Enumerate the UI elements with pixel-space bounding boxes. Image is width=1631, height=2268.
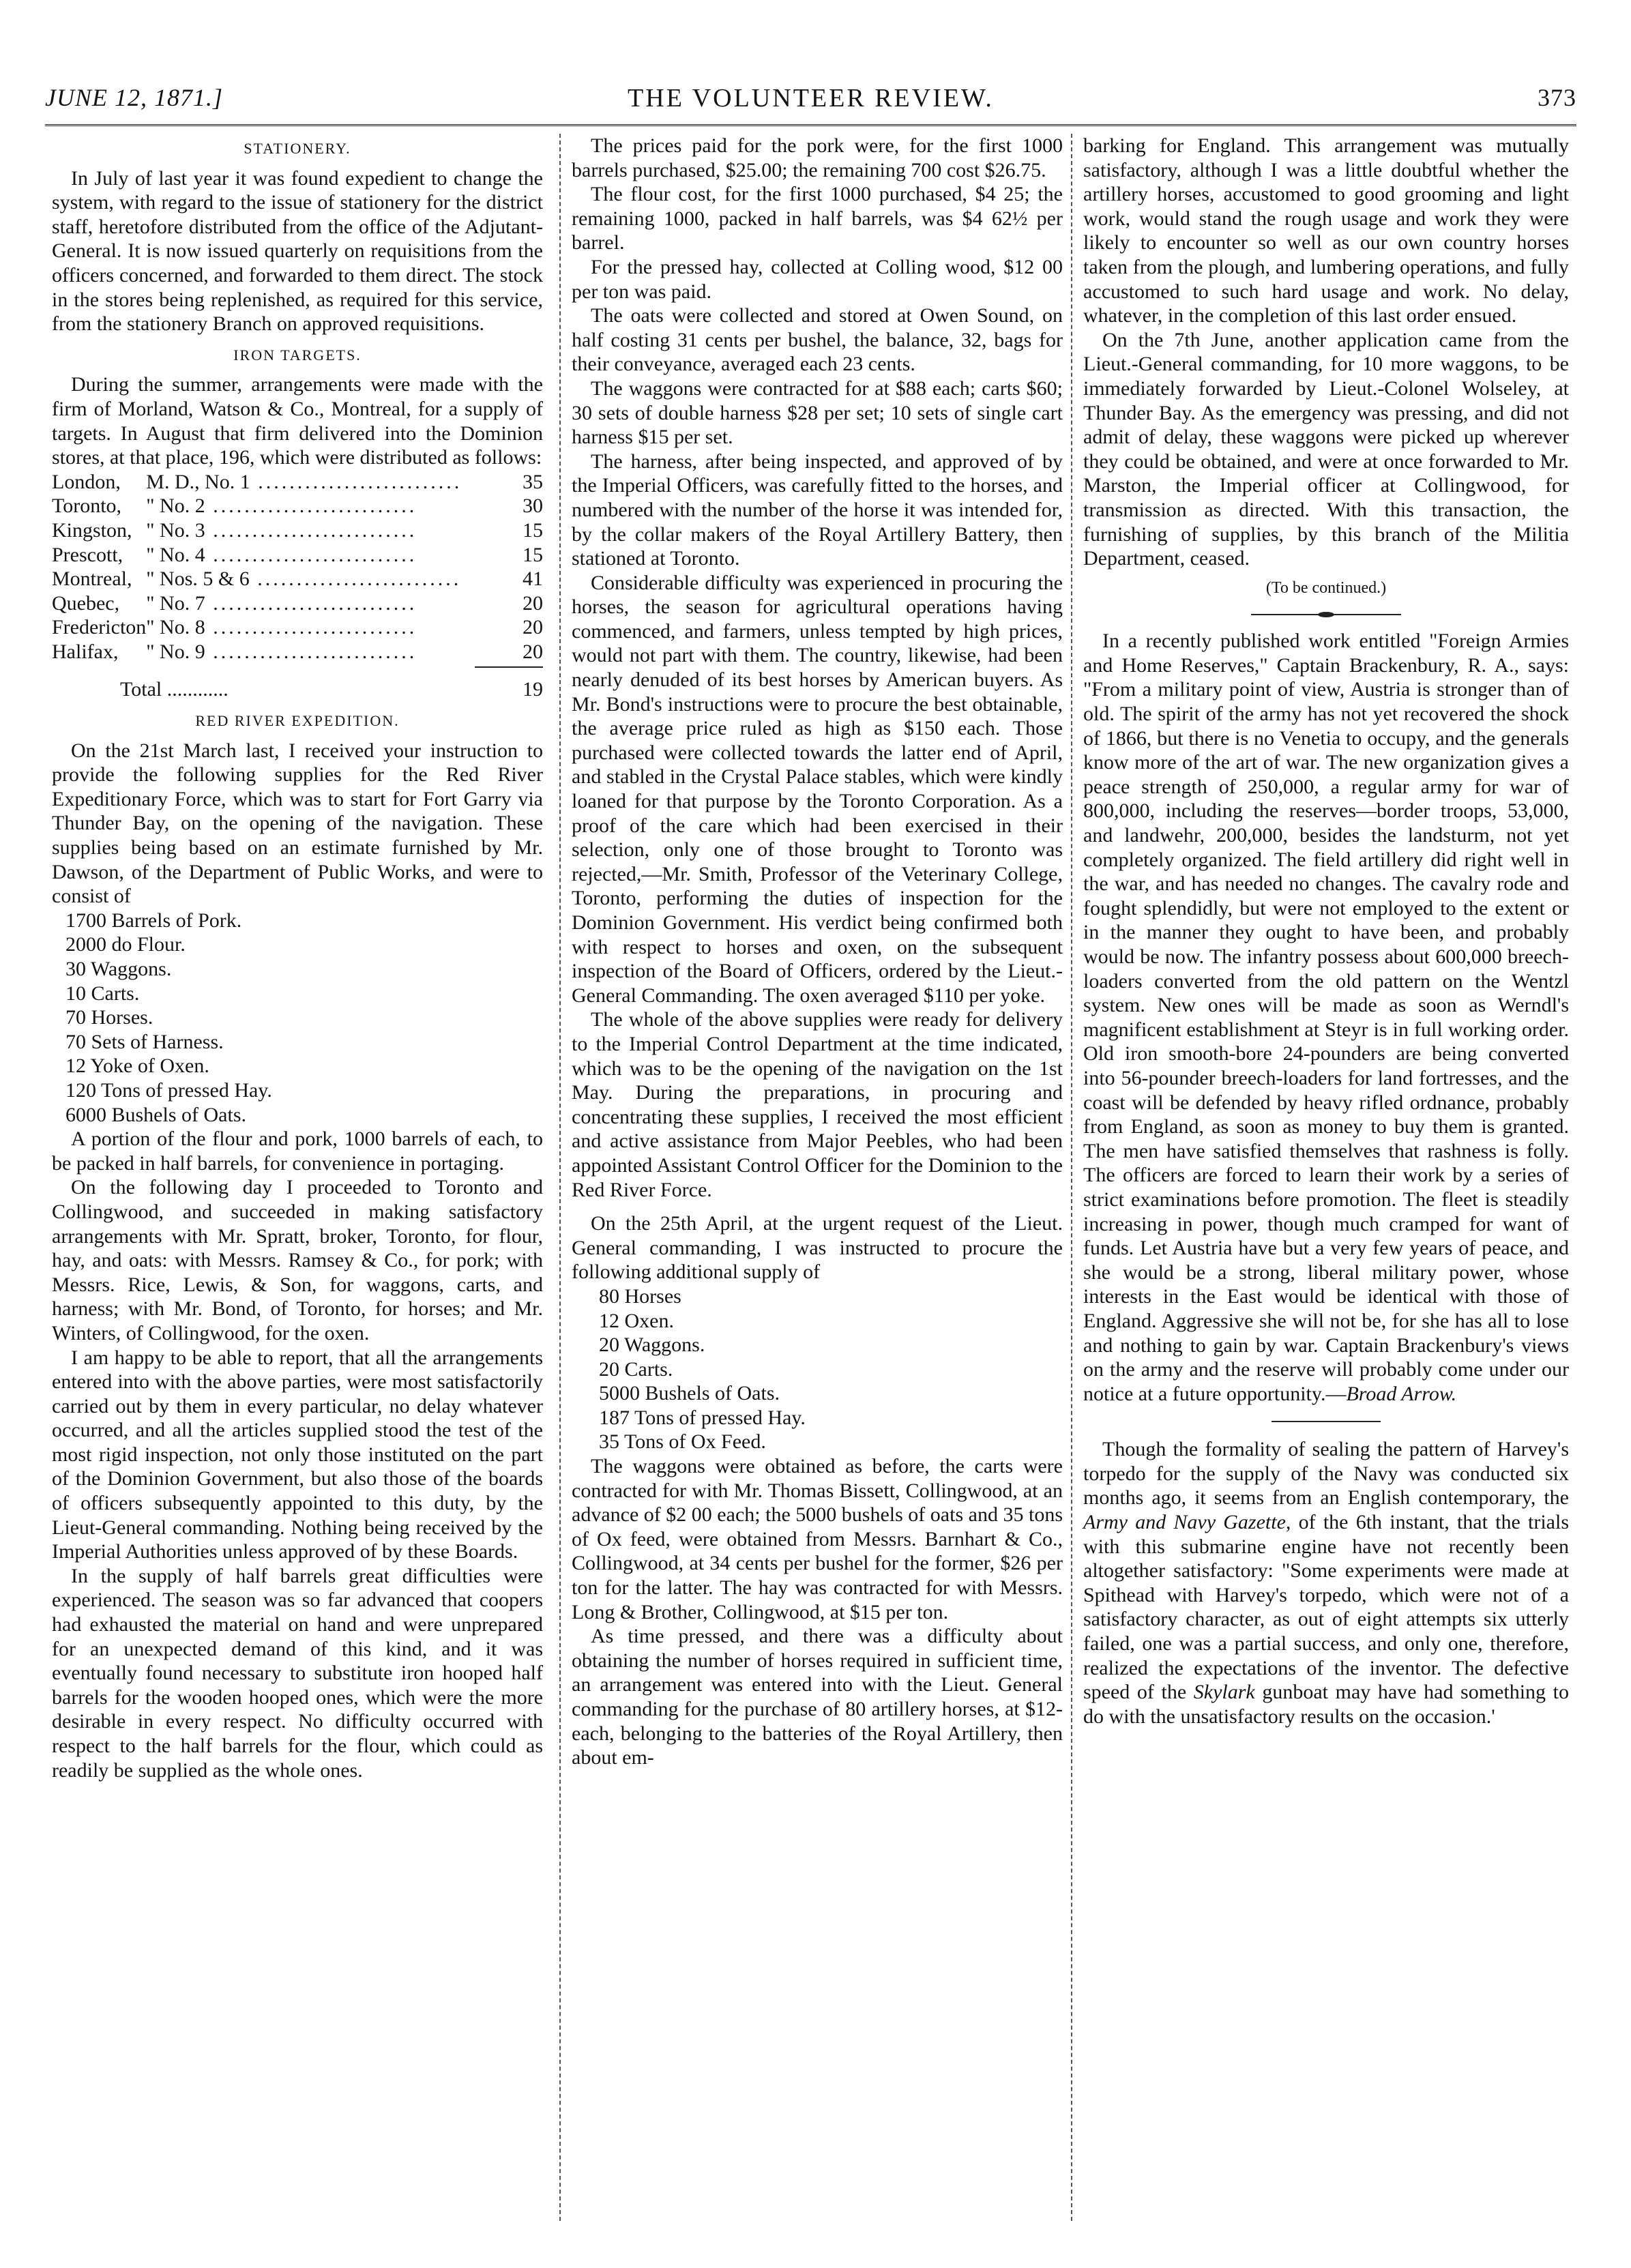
paragraph: On the 21st March last, I received your instruction to provide the following supplies for the Red River Expeditionary Force, which was to start for Fort Garry via Thunder Bay, on the opening of the navigation. These supplies being based on an estimate furnished by Mr. Dawson, of the Department of Public Works, and were to consist of bbox=[52, 739, 543, 908]
paragraph: On the following day I proceeded to Toronto and Collingwood, and succeeded in making satisfactory arrangements with Mr. Spratt, broker, Toronto, for flour, hay, and oats: with Messrs. Ramsey & Co., for pork; with Messrs. Rice, Lewis, & Son, for waggons, carts, and harness; with Mr. Bond, of Toronto, for horses; and Mr. Winters, of Collingwood, for the oxen. bbox=[52, 1176, 543, 1344]
publication-title: THE VOLUNTEER REVIEW. bbox=[628, 84, 994, 113]
paragraph: In the supply of half barrels great difficulties were experienced. The season was so far advanced that coopers had exhausted the material on hand and were unprepared for an unexpected demand of this kind, and it was eventually found necessary to substitute iron hooped half barrels for the wooden hooped ones, which were the more desirable in every respect. No difficulty occurred with respect to the half barrels for the flour, which could as readily be supplied as the whole ones. bbox=[52, 1564, 543, 1782]
column-divider bbox=[559, 134, 561, 2221]
district-cell bbox=[146, 543, 518, 568]
targets-distribution-table bbox=[52, 470, 543, 664]
list-item: 80 Horses bbox=[599, 1284, 681, 1308]
column-2 bbox=[572, 134, 1063, 1770]
page-number: 373 bbox=[1538, 84, 1576, 111]
district-cell bbox=[146, 615, 518, 640]
list-item: 187 Tons of pressed Hay. bbox=[599, 1406, 806, 1429]
total-label: Total bbox=[120, 678, 162, 701]
leader-dots: .......................... bbox=[205, 640, 417, 663]
paragraph: barking for England. This arrangement was mutually satisfactory, although I was a little doubtful whether the artillery horses, accustomed to good grooming and light work, would stand the rough usage and work they were likely to encounter so well as our own country horses taken from the plough, and lumbering operations, and fully accustomed to such hard usage and work. No delay, whatever, in the completion of this last order ensued. bbox=[1083, 134, 1569, 327]
list-item: 12 Yoke of Oxen. bbox=[65, 1055, 209, 1078]
leader-dots: .......................... bbox=[205, 495, 417, 518]
leader-dots: .......................... bbox=[205, 543, 417, 566]
district-number: " No. 8 bbox=[146, 616, 205, 639]
target-count: 15 bbox=[523, 518, 543, 542]
distribution-row bbox=[52, 494, 543, 518]
district-cell bbox=[146, 567, 518, 591]
source-citation: Broad Arrow. bbox=[1346, 1382, 1457, 1405]
district-place: Kingston, bbox=[52, 518, 132, 542]
list-item: 120 Tons of pressed Hay. bbox=[65, 1078, 272, 1102]
district-number: " No. 4 bbox=[146, 543, 205, 566]
district-place: Prescott, bbox=[52, 543, 123, 566]
continued-note: (To be continued.) bbox=[1265, 578, 1387, 597]
list-item: 5000 Bushels of Oats. bbox=[599, 1382, 780, 1405]
district-number: M. D., No. 1 bbox=[146, 470, 250, 493]
paragraph: I am happy to be able to report, that all the arrangements entered into with the above parties, were most satisfactorily carried out by them in every particular, no delay whatever occurred, and all the articles supplied stood the test of the most rigid inspection, not only those instituted on the part of the Dominion Government, but also those of the boards of officers subsequently appointed to this duty, by the Lieut-General commanding. Nothing being received by the Imperial Authorities unless approved of by these Boards. bbox=[52, 1346, 543, 1563]
section-heading-red-river: RED RIVER EXPEDITION. bbox=[195, 712, 400, 730]
list-item: 30 Waggons. bbox=[65, 958, 172, 980]
district-number: " No. 7 bbox=[146, 591, 205, 615]
list-item: 20 Carts. bbox=[599, 1357, 673, 1381]
district-place: Halifax, bbox=[52, 640, 119, 663]
paragraph: The oats were collected and stored at Owen Sound, on half costing 31 cents per bushel, the balance, 32, bags for their conveyance, averaged each 23 cents. bbox=[572, 304, 1063, 376]
district-place: Quebec, bbox=[52, 591, 120, 615]
distribution-row bbox=[52, 615, 543, 640]
district-place: Fredericton bbox=[52, 616, 147, 639]
district-place: Montreal, bbox=[52, 568, 132, 591]
target-count: 41 bbox=[523, 568, 543, 591]
section-heading-stationery: STATIONERY. bbox=[244, 140, 351, 157]
paragraph: On the 25th April, at the urgent request of the Lieut. General commanding, I was instructed to procure the following additional supply of bbox=[572, 1212, 1063, 1284]
district-cell bbox=[146, 640, 518, 664]
list-item: 35 Tons of Ox Feed. bbox=[599, 1430, 766, 1454]
paragraph: The harness, after being inspected, and approved of by the Imperial Officers, was carefully fitted to the horses, and numbered with the number of the horse it was intended for, by the collar makers of the Royal Artillery Battery, then stationed at Toronto. bbox=[572, 450, 1063, 570]
leader-dots: .......................... bbox=[249, 568, 462, 591]
distribution-row bbox=[52, 640, 543, 664]
torpedo-text-c: gunboat may have had something to do with the unsatisfactory results on the occasion.' bbox=[1083, 1681, 1569, 1728]
ship-name: Skylark bbox=[1193, 1681, 1255, 1704]
paragraph: On the 7th June, another application came from the Lieut.-General commanding, for 10 more waggons, to be immediately forwarded by Lieut.-Colonel Wolseley, at Thunder Bay. As the emergency was pressing, and did not admit of delay, these waggons were picked up wherever they could be obtained, and were at once forwarded to Mr. Marston, the Imperial officer at Collingwood, for transmission as directed. With this transaction, the furnishing of supplies, by this branch of the Militia Department, ceased. bbox=[1083, 328, 1569, 570]
list-item: 1700 Barrels of Pork. bbox=[65, 909, 242, 932]
target-count: 30 bbox=[523, 495, 543, 518]
list-item: 20 Waggons. bbox=[599, 1334, 705, 1357]
paragraph: Considerable difficulty was experienced in procuring the horses, the season for agricultural operations having commenced, and farmers, unless tempted by high prices, would not part with them. The country, likewise, had been nearly denuded of its best horses by American buyers. As Mr. Bond's instructions were to procure the best obtainable, the average price ruled as high as $150 each. Those purchased were collected towards the latter end of April, and stabled in the Crystal Palace stables, which were kindly loaned for that purpose by the Toronto Corporation. As a proof of the care which had been exercised in their selection, only one of those brought to Toronto was rejected,—Mr. Smith, Professor of the Veterinary College, Toronto, performing the duties of inspection for the Dominion Government. His verdict being confirmed both with respect to horses and oxen, on the subsequent inspection of the Board of Officers, ordered by the Lieut.-General Commanding. The oxen averaged $110 per yoke. bbox=[572, 571, 1063, 1007]
target-count: 20 bbox=[523, 640, 543, 663]
target-count: 20 bbox=[523, 591, 543, 615]
targets-total: Total ............ 19 bbox=[120, 678, 543, 701]
distribution-row bbox=[52, 470, 543, 495]
district-cell bbox=[146, 494, 518, 518]
district-number: " Nos. 5 & 6 bbox=[146, 568, 250, 591]
additional-supplies-list bbox=[572, 1284, 1063, 1454]
leader-dots: .......................... bbox=[250, 470, 462, 493]
torpedo-text-b: of the 6th instant, that the trials with this submarine engine have not recently been altogether satisfactory: "Some experiments were made at Spithead with Harvey's torpedo, which were not of a satisfactory character, as out of eight attempts six utterly failed, one was a partial success, and only one, therefore, realized the expectations of the inventor. The defective speed of the bbox=[1083, 1511, 1569, 1704]
sum-rule bbox=[475, 666, 543, 668]
paragraph bbox=[1083, 1437, 1569, 1728]
list-item: 70 Sets of Harness. bbox=[65, 1030, 224, 1053]
paragraph bbox=[1083, 629, 1569, 1406]
leader-dots: .......................... bbox=[205, 616, 417, 639]
paragraph: The flour cost, for the first 1000 purchased, $4 25; the remaining 1000, packed in half barrels, was $4 62½ per barrel. bbox=[572, 183, 1063, 254]
list-item: 70 Horses. bbox=[65, 1006, 153, 1029]
paragraph: For the pressed hay, collected at Colling wood, $12 00 per ton was paid. bbox=[572, 255, 1063, 303]
paragraph: The waggons were contracted for at $88 each; carts $60; 30 sets of double harness $28 per set; 10 sets of single cart harness $15 per set. bbox=[572, 377, 1063, 449]
list-item: 10 Carts. bbox=[65, 982, 140, 1005]
district-cell bbox=[146, 591, 518, 616]
district-place: Toronto, bbox=[52, 495, 122, 518]
paragraph: In July of last year it was found expedient to change the system, with regard to the issue of stationery for the district staff, heretofore distributed from the office of the Adjutant-General. It is now issued quarterly on requisitions from the officers concerned, and forwarded to them direct. The stock in the stores being replenished, as required for this service, from the stationery Branch on approved requisitions. bbox=[52, 166, 543, 336]
district-cell bbox=[146, 518, 518, 543]
section-heading-iron-targets: IRON TARGETS. bbox=[233, 346, 362, 364]
list-item: 2000 do Flour. bbox=[65, 933, 186, 956]
paragraph: The whole of the above supplies were ready for delivery to the Imperial Control Department at the time indicated, which was to be the opening of the navigation on the 1st May. During the preparations, in procuring and concentrating these supplies, I received the most efficient and active assistance from Major Peebles, who had been appointed Assistant Control Officer for the Dominion to the Red River Force. bbox=[572, 1008, 1063, 1201]
paragraph: During the summer, arrangements were made with the firm of Morland, Watson & Co., Montreal, for a supply of targets. In August that firm delivered into the Dominion stores, at that place, 196, which were distributed as follows: bbox=[52, 373, 543, 469]
distribution-row bbox=[52, 518, 543, 543]
distribution-row bbox=[52, 543, 543, 568]
distribution-row bbox=[52, 591, 543, 616]
total-value: 19 bbox=[523, 678, 543, 701]
leader-dots: .......................... bbox=[205, 518, 417, 542]
paragraph: The prices paid for the pork were, for the first 1000 barrels purchased, $25.00; the remaining 700 cost $26.75. bbox=[572, 134, 1063, 181]
page-header bbox=[45, 83, 1576, 119]
article-divider bbox=[1251, 614, 1401, 615]
column-1 bbox=[52, 134, 543, 1782]
column-divider bbox=[1071, 134, 1072, 2221]
target-count: 15 bbox=[523, 543, 543, 566]
issue-date: JUNE 12, 1871.] bbox=[45, 84, 223, 111]
header-rule bbox=[45, 124, 1576, 126]
target-count: 20 bbox=[523, 616, 543, 639]
district-cell bbox=[146, 470, 518, 495]
torpedo-text-a: Though the formality of sealing the pattern of Harvey's torpedo for the supply of the Navy was conducted six months ago, it seems from an English contemporary, the bbox=[1083, 1438, 1569, 1509]
list-item: 6000 Bushels of Oats. bbox=[65, 1103, 246, 1126]
supplies-list bbox=[52, 909, 543, 1127]
distribution-row bbox=[52, 567, 543, 591]
paragraph: As time pressed, and there was a difficulty about obtaining the number of horses required in sufficient time, an arrangement was entered into with the Lieut. General commanding for the purchase of 80 artillery horses, at $12- each, belonging to the batteries of the Royal Artillery, then about em- bbox=[572, 1625, 1063, 1769]
article-divider bbox=[1272, 1421, 1381, 1422]
list-item: 12 Oxen. bbox=[599, 1309, 674, 1332]
paragraph: The waggons were obtained as before, the carts were contracted for with Mr. Thomas Bissett, Collingwood, at an advance of $2 00 each; the 5000 bushels of oats and 35 tons of Ox feed, were obtained from Messrs. Barnhart & Co., Collingwood, at 34 cents per bushel for the former, $26 per ton for the latter. The hay was contracted for with Messrs. Long & Brother, Collingwood, at $15 per ton. bbox=[572, 1455, 1063, 1623]
district-number: " No. 9 bbox=[146, 640, 205, 663]
district-number: " No. 2 bbox=[146, 495, 205, 518]
target-count: 35 bbox=[523, 470, 543, 493]
paragraph: A portion of the flour and pork, 1000 barrels of each, to be packed in half barrels, for convenience in portaging. bbox=[52, 1128, 543, 1175]
leader-dots: .......................... bbox=[205, 591, 417, 615]
column-3 bbox=[1083, 134, 1569, 1728]
district-place: London, bbox=[52, 470, 121, 493]
newspaper-name: Army and Navy Gazette, bbox=[1083, 1511, 1291, 1534]
district-number: " No. 3 bbox=[146, 518, 205, 542]
armies-text: In a recently published work entitled "Foreign Armies and Home Reserves," Captain Brackenbury, R. A., says: "From a military point of view, Austria is stronger than of old. The spirit of the army has not yet recovered the shock of 1866, but there is no Venetia to occupy, and the generals know more of the art of war. The new organization gives a peace strength of 250,000, a regular army for war of 800,000, including the reserves—border troops, 53,000, and landwehr, 200,000, besides the landsturm, not yet completely organized. The field artillery did right well in the war, and has needed no changes. The cavalry rode and fought splendidly, but were not employed to the extent or in the manner they ought to have been, and probably would be now. The infantry possess about 600,000 breech-loaders converted from the old pattern on the Wentzl system. New ones will be made as soon as Werndl's magnificent establishment at Steyr is in full working order. Old iron smooth-bore 24-pounders are being converted into 56-pounder breech-loaders for land fortresses, and the coast will be defended by heavy rifled ordnance, probably from England, as soon as money to buy them is granted. The men have satisfied themselves that rashness is folly. The officers are forced to learn their work by a series of strict examinations before promotion. The fleet is steadily increasing in power, though much cramped for want of funds. Let Austria have but a very few years of peace, and she would be a strong, liberal military power, whose interests in the East would be identical with those of England. Aggressive she will not be, for she has all to lose and nothing to gain by war. Captain Brackenbury's views on the army and the reserve will probably come under our notice at a future opportunity.— bbox=[1083, 630, 1569, 1405]
